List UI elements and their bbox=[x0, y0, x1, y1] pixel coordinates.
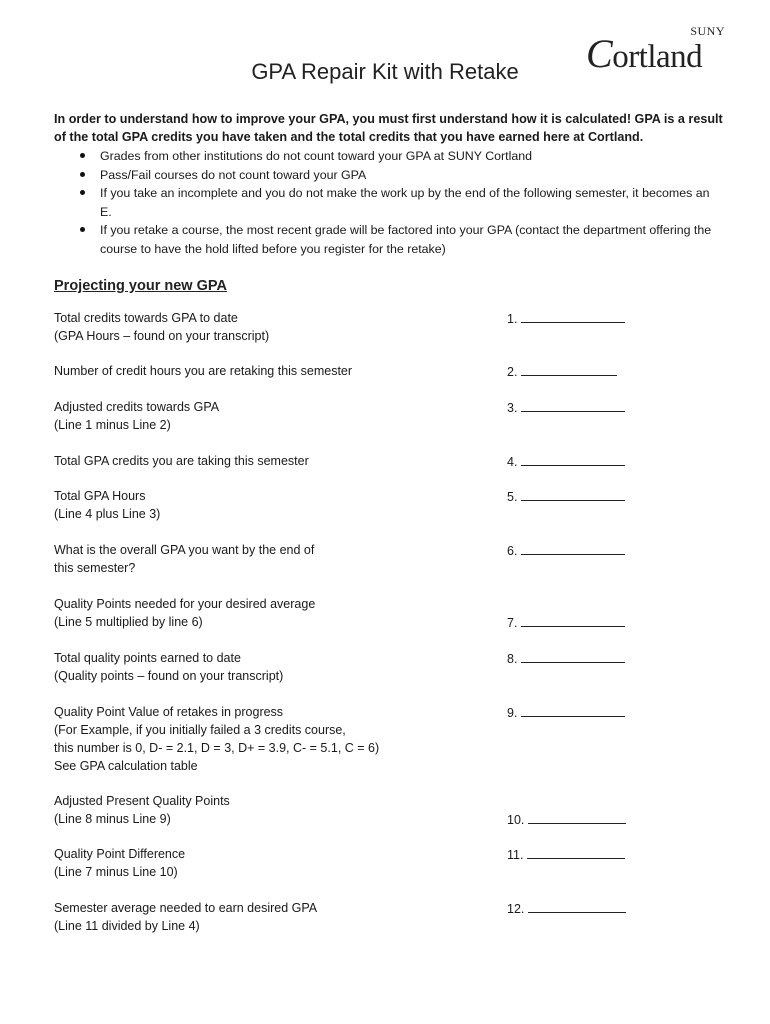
line-label: Adjusted credits towards GPA bbox=[54, 400, 220, 414]
line-item-2 bbox=[54, 362, 694, 380]
answer-blank-8[interactable] bbox=[521, 649, 625, 663]
line-answer bbox=[507, 703, 625, 722]
line-answer bbox=[507, 487, 625, 506]
line-item-3 bbox=[54, 398, 694, 434]
line-number: 3. bbox=[507, 401, 518, 415]
line-answer bbox=[507, 649, 625, 668]
bullet-item: Pass/Fail courses do not count toward your GPA bbox=[80, 166, 720, 185]
line-label: Adjusted Present Quality Points bbox=[54, 794, 230, 808]
line-sublabel: (Line 4 plus Line 3) bbox=[54, 507, 161, 521]
line-sublabel: (For Example, if you initially failed a 3 credits course, bbox=[54, 723, 346, 737]
line-sublabel-2: this number is 0, D- = 2.1, D = 3, D+ = 3.9, C- = 5.1, C = 6) bbox=[54, 741, 380, 755]
line-number: 10. bbox=[507, 813, 525, 827]
logo-suny-text: SUNY bbox=[690, 24, 725, 38]
line-answer bbox=[507, 452, 625, 471]
answer-blank-3[interactable] bbox=[521, 398, 625, 412]
answer-blank-12[interactable] bbox=[528, 899, 626, 913]
line-item-6 bbox=[54, 541, 694, 577]
line-answer bbox=[507, 845, 625, 864]
line-sublabel: this semester? bbox=[54, 561, 136, 575]
line-answer bbox=[507, 810, 626, 829]
line-answer bbox=[507, 541, 625, 560]
line-label: Quality Point Difference bbox=[54, 847, 186, 861]
line-item-5 bbox=[54, 487, 694, 523]
answer-blank-10[interactable] bbox=[528, 810, 626, 824]
line-label: Semester average needed to earn desired GPA bbox=[54, 901, 318, 915]
line-item-7 bbox=[54, 595, 694, 631]
line-sublabel: (Line 7 minus Line 10) bbox=[54, 865, 178, 879]
line-sublabel: (Line 1 minus Line 2) bbox=[54, 418, 171, 432]
line-label: Quality Points needed for your desired average bbox=[54, 597, 316, 611]
page-title: GPA Repair Kit with Retake bbox=[251, 59, 519, 84]
bullet-item: If you take an incomplete and you do not make the work up by the end of the following semester, it becomes an E. bbox=[80, 184, 720, 221]
line-item-9 bbox=[54, 703, 694, 775]
answer-blank-9[interactable] bbox=[521, 703, 625, 717]
line-answer bbox=[507, 899, 626, 918]
bullet-item: Grades from other institutions do not count toward your GPA at SUNY Cortland bbox=[80, 147, 720, 166]
bullet-item: If you retake a course, the most recent grade will be factored into your GPA (contact the department offering the course to have the hold lifted before you register for the retake) bbox=[80, 221, 720, 258]
line-item-11 bbox=[54, 845, 694, 881]
line-item-10 bbox=[54, 792, 694, 828]
line-number: 12. bbox=[507, 902, 525, 916]
line-number: 2. bbox=[507, 365, 518, 379]
line-label: Total credits towards GPA to date bbox=[54, 311, 238, 325]
calculation-table-note: See GPA calculation table bbox=[54, 759, 198, 773]
line-answer bbox=[507, 362, 617, 381]
answer-blank-1[interactable] bbox=[521, 309, 625, 323]
line-number: 1. bbox=[507, 312, 518, 326]
bullet-list bbox=[80, 147, 720, 258]
line-answer bbox=[507, 613, 625, 632]
section-title: Projecting your new GPA bbox=[54, 278, 227, 294]
line-label: Total GPA Hours bbox=[54, 489, 146, 503]
line-number: 8. bbox=[507, 652, 518, 666]
line-sublabel: (Quality points – found on your transcript) bbox=[54, 669, 284, 683]
answer-blank-6[interactable] bbox=[521, 541, 625, 555]
line-item-8 bbox=[54, 649, 694, 685]
line-number: 4. bbox=[507, 455, 518, 469]
line-item-12 bbox=[54, 899, 694, 935]
line-number: 9. bbox=[507, 706, 518, 720]
answer-blank-7[interactable] bbox=[521, 613, 625, 627]
line-number: 5. bbox=[507, 490, 518, 504]
line-label: Total quality points earned to date bbox=[54, 651, 241, 665]
line-label: Number of credit hours you are retaking this semester bbox=[54, 364, 353, 378]
logo-cortland-text: Cortland bbox=[586, 31, 703, 76]
intro-paragraph: In order to understand how to improve your GPA, you must first understand how it is calculated! GPA is a result of the total GPA credits you have taken and the total credits that you have earned here at Cortland. bbox=[54, 112, 723, 144]
line-label: What is the overall GPA you want by the end of bbox=[54, 543, 315, 557]
line-label: Quality Point Value of retakes in progress bbox=[54, 705, 284, 719]
answer-blank-4[interactable] bbox=[521, 452, 625, 466]
answer-blank-11[interactable] bbox=[527, 845, 625, 859]
answer-blank-5[interactable] bbox=[521, 487, 625, 501]
line-sublabel: (Line 8 minus Line 9) bbox=[54, 812, 171, 826]
line-sublabel: (Line 5 multiplied by line 6) bbox=[54, 615, 203, 629]
line-answer bbox=[507, 309, 625, 328]
line-label: Total GPA credits you are taking this semester bbox=[54, 454, 309, 468]
line-sublabel: (GPA Hours – found on your transcript) bbox=[54, 329, 270, 343]
line-number: 6. bbox=[507, 544, 518, 558]
line-sublabel: (Line 11 divided by Line 4) bbox=[54, 919, 200, 933]
line-item-4 bbox=[54, 452, 694, 470]
line-item-1 bbox=[54, 309, 694, 345]
line-number: 7. bbox=[507, 616, 518, 630]
answer-blank-2[interactable] bbox=[521, 362, 617, 376]
line-answer bbox=[507, 398, 625, 417]
line-number: 11. bbox=[507, 848, 524, 862]
